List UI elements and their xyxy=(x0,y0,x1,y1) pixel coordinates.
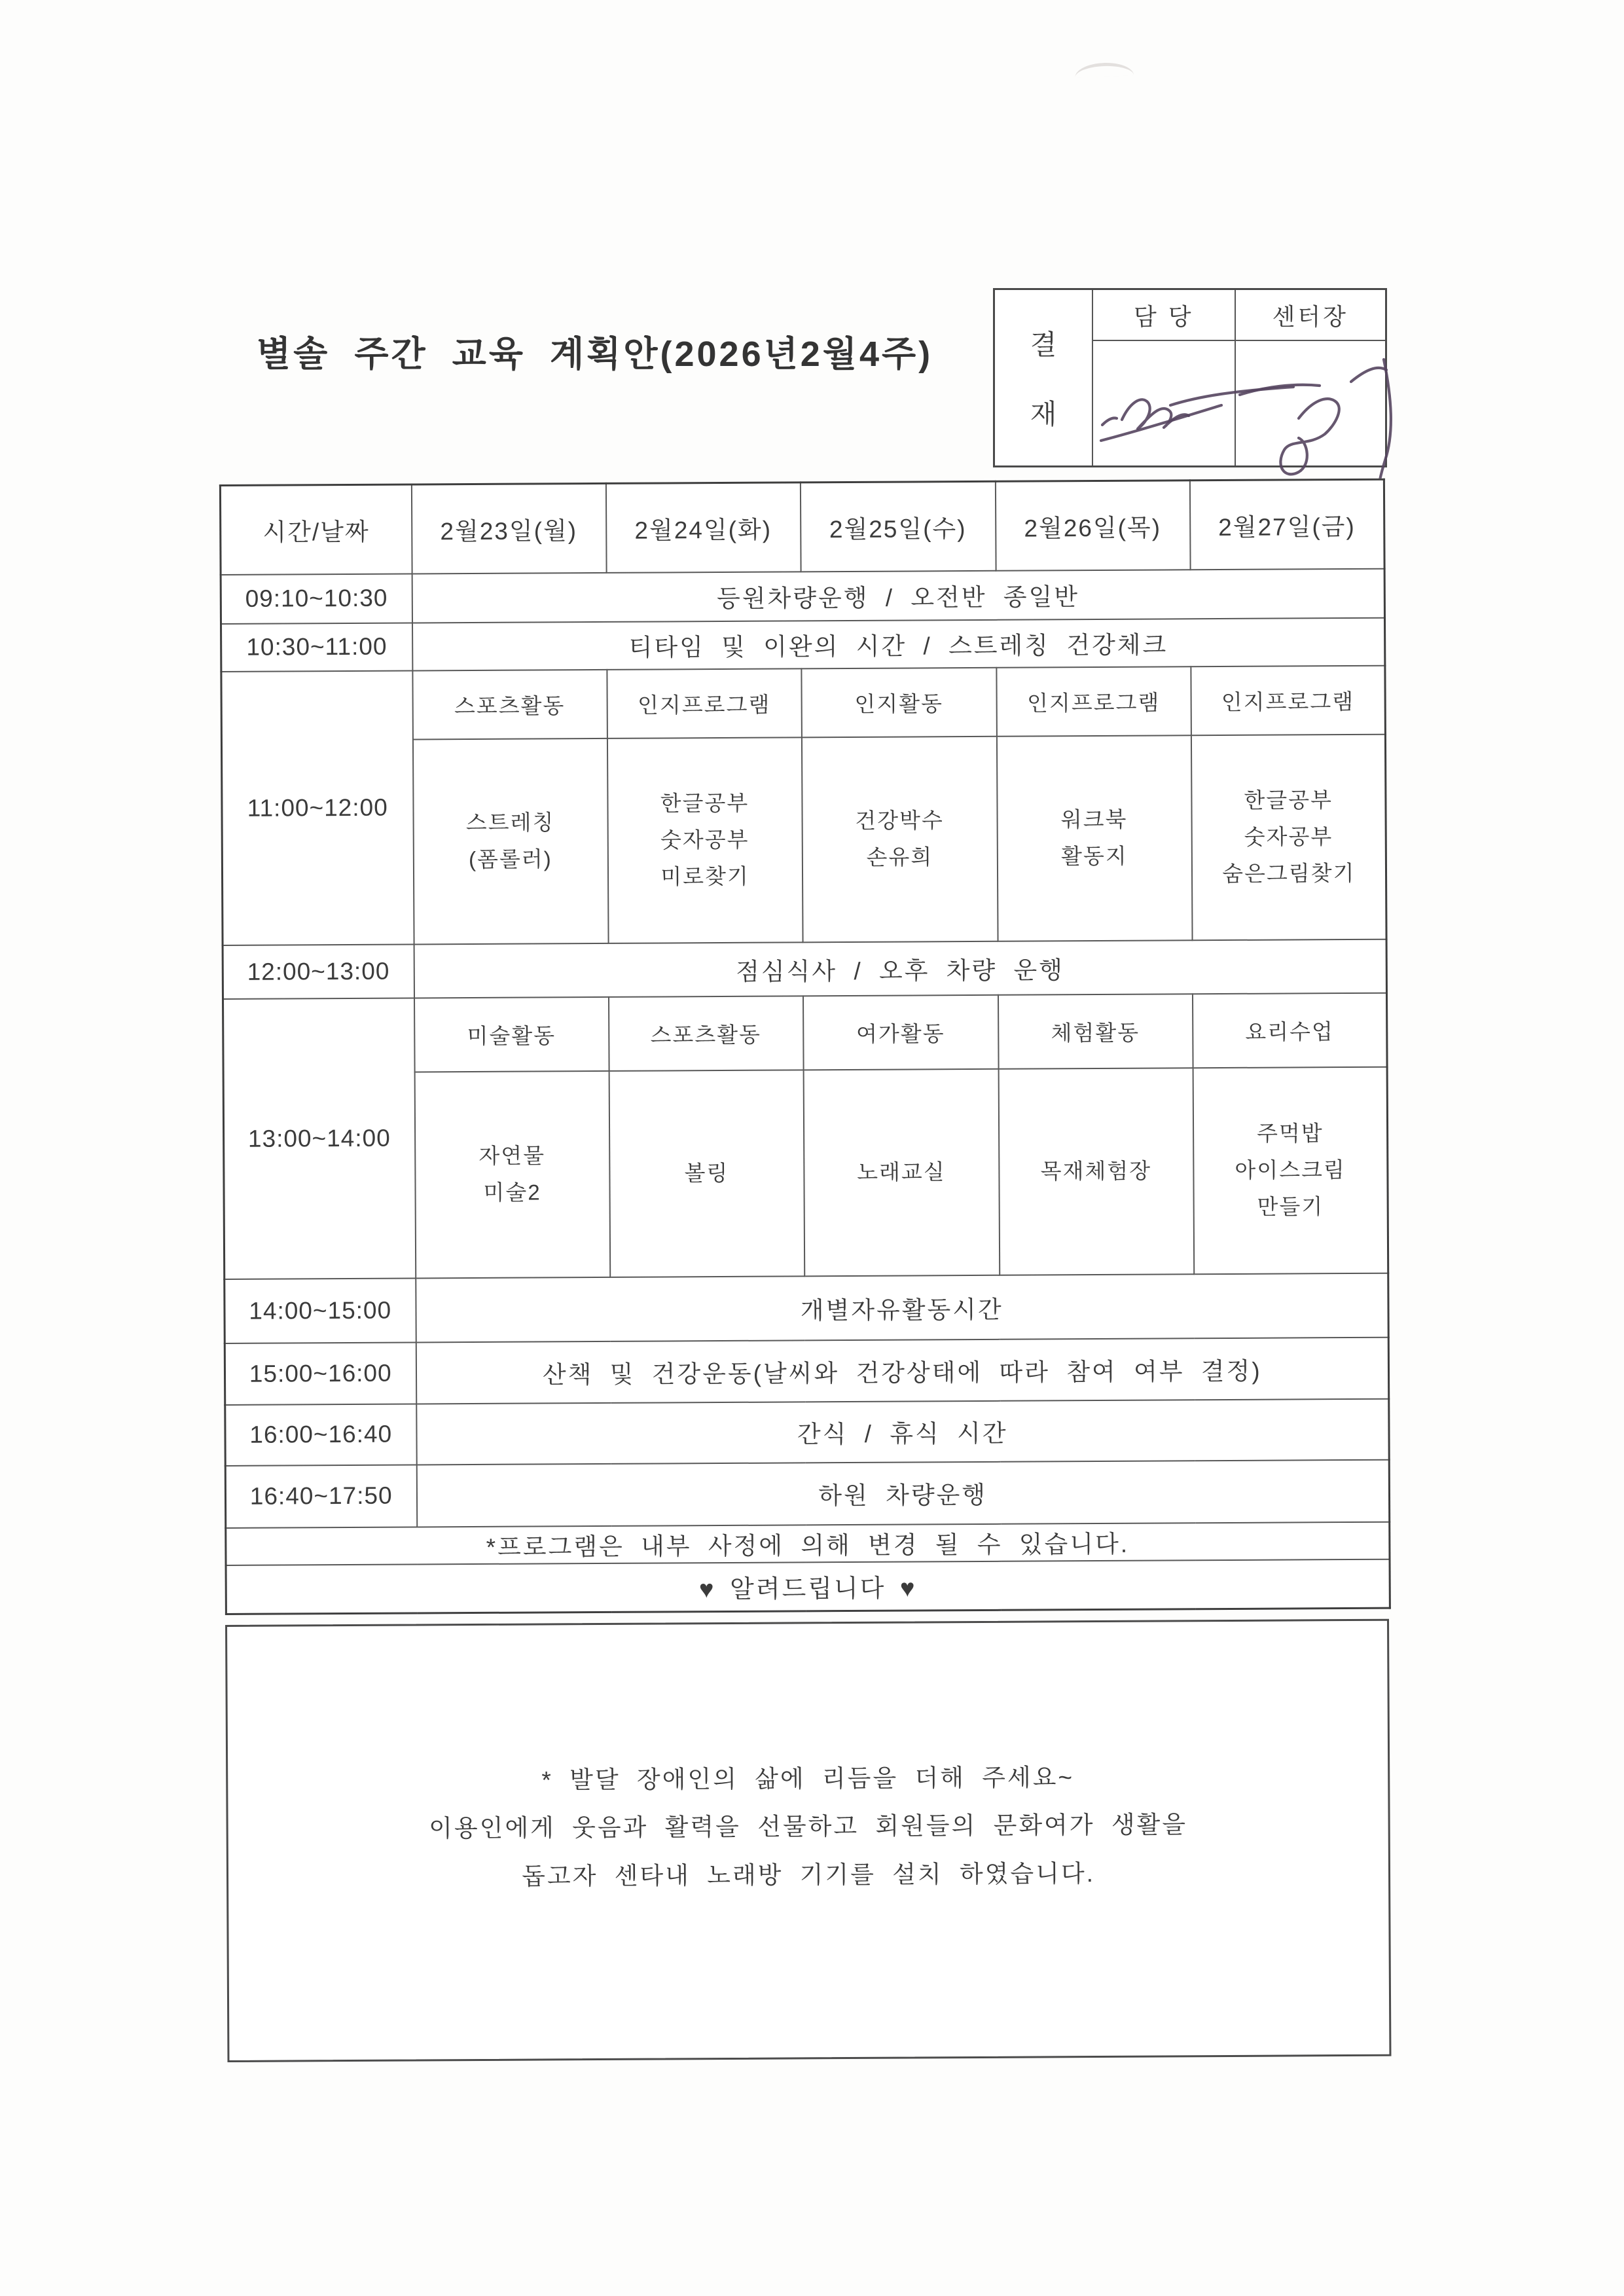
approval-stamp-label xyxy=(995,290,1093,465)
activity-span-cell: 개별자유활동시간 xyxy=(416,1273,1388,1342)
header-monday: 2월23일(월) xyxy=(411,483,606,574)
schedule-row-1030 xyxy=(221,617,1385,671)
document-title: 별솔 주간 교육 계획안(2026년2월4주) xyxy=(257,335,933,374)
detail-cell-mon: 자연물 미술2 xyxy=(414,1070,610,1278)
approval-grid xyxy=(1093,290,1385,465)
detail-cell-fri: 주먹밥 아이스크림 만들기 xyxy=(1193,1066,1388,1274)
header-time-date: 시간/날짜 xyxy=(220,484,412,575)
category-cell-wed: 인지활동 xyxy=(801,667,997,737)
category-cell-mon: 미술활동 xyxy=(414,996,609,1072)
schedule-row-am-categories xyxy=(221,665,1386,740)
notice-line-2: 이용인에게 웃음과 활력을 선물하고 회원들의 문화여가 생활을 xyxy=(429,1811,1188,1842)
activity-span-cell: 점심식사 / 오후 차량 운행 xyxy=(414,939,1386,998)
schedule-row-1200 xyxy=(223,939,1386,998)
detail-cell-thu: 목재체험장 xyxy=(998,1068,1194,1275)
footnote-text: *프로그램은 내부 사정에 의해 변경 될 수 있습니다. xyxy=(226,1522,1390,1565)
time-cell: 15:00~16:00 xyxy=(225,1342,416,1405)
notice-line-3: 돕고자 센타내 노래방 기기를 설치 하였습니다. xyxy=(522,1859,1096,1890)
schedule-footnote-row xyxy=(226,1522,1390,1565)
detail-cell-thu: 워크북 활동지 xyxy=(996,735,1192,941)
activity-span-cell: 등원차량운행 / 오전반 종일반 xyxy=(412,568,1384,623)
category-cell-fri: 요리수업 xyxy=(1192,993,1387,1068)
approval-stamp-char-top: 결 xyxy=(1030,329,1057,360)
scan-smudge-mark xyxy=(1075,62,1134,77)
detail-cell-tue: 볼링 xyxy=(609,1070,804,1277)
activity-span-cell: 간식 / 휴식 시간 xyxy=(416,1398,1389,1465)
approval-box xyxy=(993,288,1387,467)
approval-signature-cell-director xyxy=(1236,341,1385,465)
schedule-row-pm-categories xyxy=(223,993,1388,1072)
time-cell: 10:30~11:00 xyxy=(221,623,412,672)
category-cell-mon: 스포츠활동 xyxy=(412,669,607,739)
detail-cell-wed: 노래교실 xyxy=(803,1068,1000,1276)
category-cell-tue: 인지프로그램 xyxy=(607,668,802,738)
time-cell: 13:00~14:00 xyxy=(223,998,416,1279)
category-cell-wed: 여가활동 xyxy=(803,994,998,1070)
time-cell: 12:00~13:00 xyxy=(223,944,414,999)
schedule-row-1640 xyxy=(225,1459,1389,1527)
header-tuesday: 2월24일(화) xyxy=(605,483,801,573)
notice-box xyxy=(225,1619,1391,2062)
time-cell: 16:00~16:40 xyxy=(225,1404,416,1466)
schedule-notice-title-row xyxy=(226,1559,1390,1614)
time-cell: 14:00~15:00 xyxy=(225,1278,416,1343)
time-cell: 11:00~12:00 xyxy=(221,670,414,945)
notice-title-text: ♥ 알려드립니다 ♥ xyxy=(226,1559,1390,1614)
time-cell: 09:10~10:30 xyxy=(221,574,412,624)
category-cell-thu: 체험활동 xyxy=(998,994,1193,1069)
detail-cell-tue: 한글공부 숫자공부 미로찾기 xyxy=(607,737,803,943)
notice-line-1: * 발달 장애인의 삶에 리듬을 더해 주세요~ xyxy=(541,1764,1075,1794)
header-wednesday: 2월25일(수) xyxy=(800,481,996,572)
header-thursday: 2월26일(목) xyxy=(995,481,1190,571)
detail-cell-mon: 스트레칭 (폼롤러) xyxy=(412,738,608,944)
activity-span-cell: 하원 차량운행 xyxy=(416,1459,1389,1527)
schedule-row-0910 xyxy=(221,568,1384,623)
activity-span-cell: 산책 및 건강운동(날씨와 건강상태에 따라 참여 여부 결정) xyxy=(416,1337,1388,1404)
schedule-table xyxy=(219,479,1391,1615)
time-cell: 16:40~17:50 xyxy=(225,1465,416,1528)
detail-cell-wed: 건강박수 손유희 xyxy=(801,736,998,942)
category-cell-fri: 인지프로그램 xyxy=(1191,665,1386,735)
schedule-row-1600 xyxy=(225,1398,1389,1465)
approval-column-director: 센터장 xyxy=(1236,290,1385,341)
schedule-header-row xyxy=(220,479,1384,574)
approval-stamp-char-bottom: 재 xyxy=(1030,399,1057,429)
category-cell-tue: 스포츠활동 xyxy=(609,996,804,1071)
approval-signature-cell-staff xyxy=(1093,341,1236,465)
schedule-row-1500 xyxy=(225,1337,1388,1404)
header-friday: 2월27일(금) xyxy=(1189,479,1384,570)
activity-span-cell: 티타임 및 이완의 시간 / 스트레칭 건강체크 xyxy=(412,617,1385,670)
detail-cell-fri: 한글공부 숫자공부 숨은그림찾기 xyxy=(1191,734,1386,940)
category-cell-thu: 인지프로그램 xyxy=(996,666,1191,737)
approval-column-staff: 담 당 xyxy=(1093,290,1236,341)
schedule-row-1400 xyxy=(225,1273,1388,1343)
